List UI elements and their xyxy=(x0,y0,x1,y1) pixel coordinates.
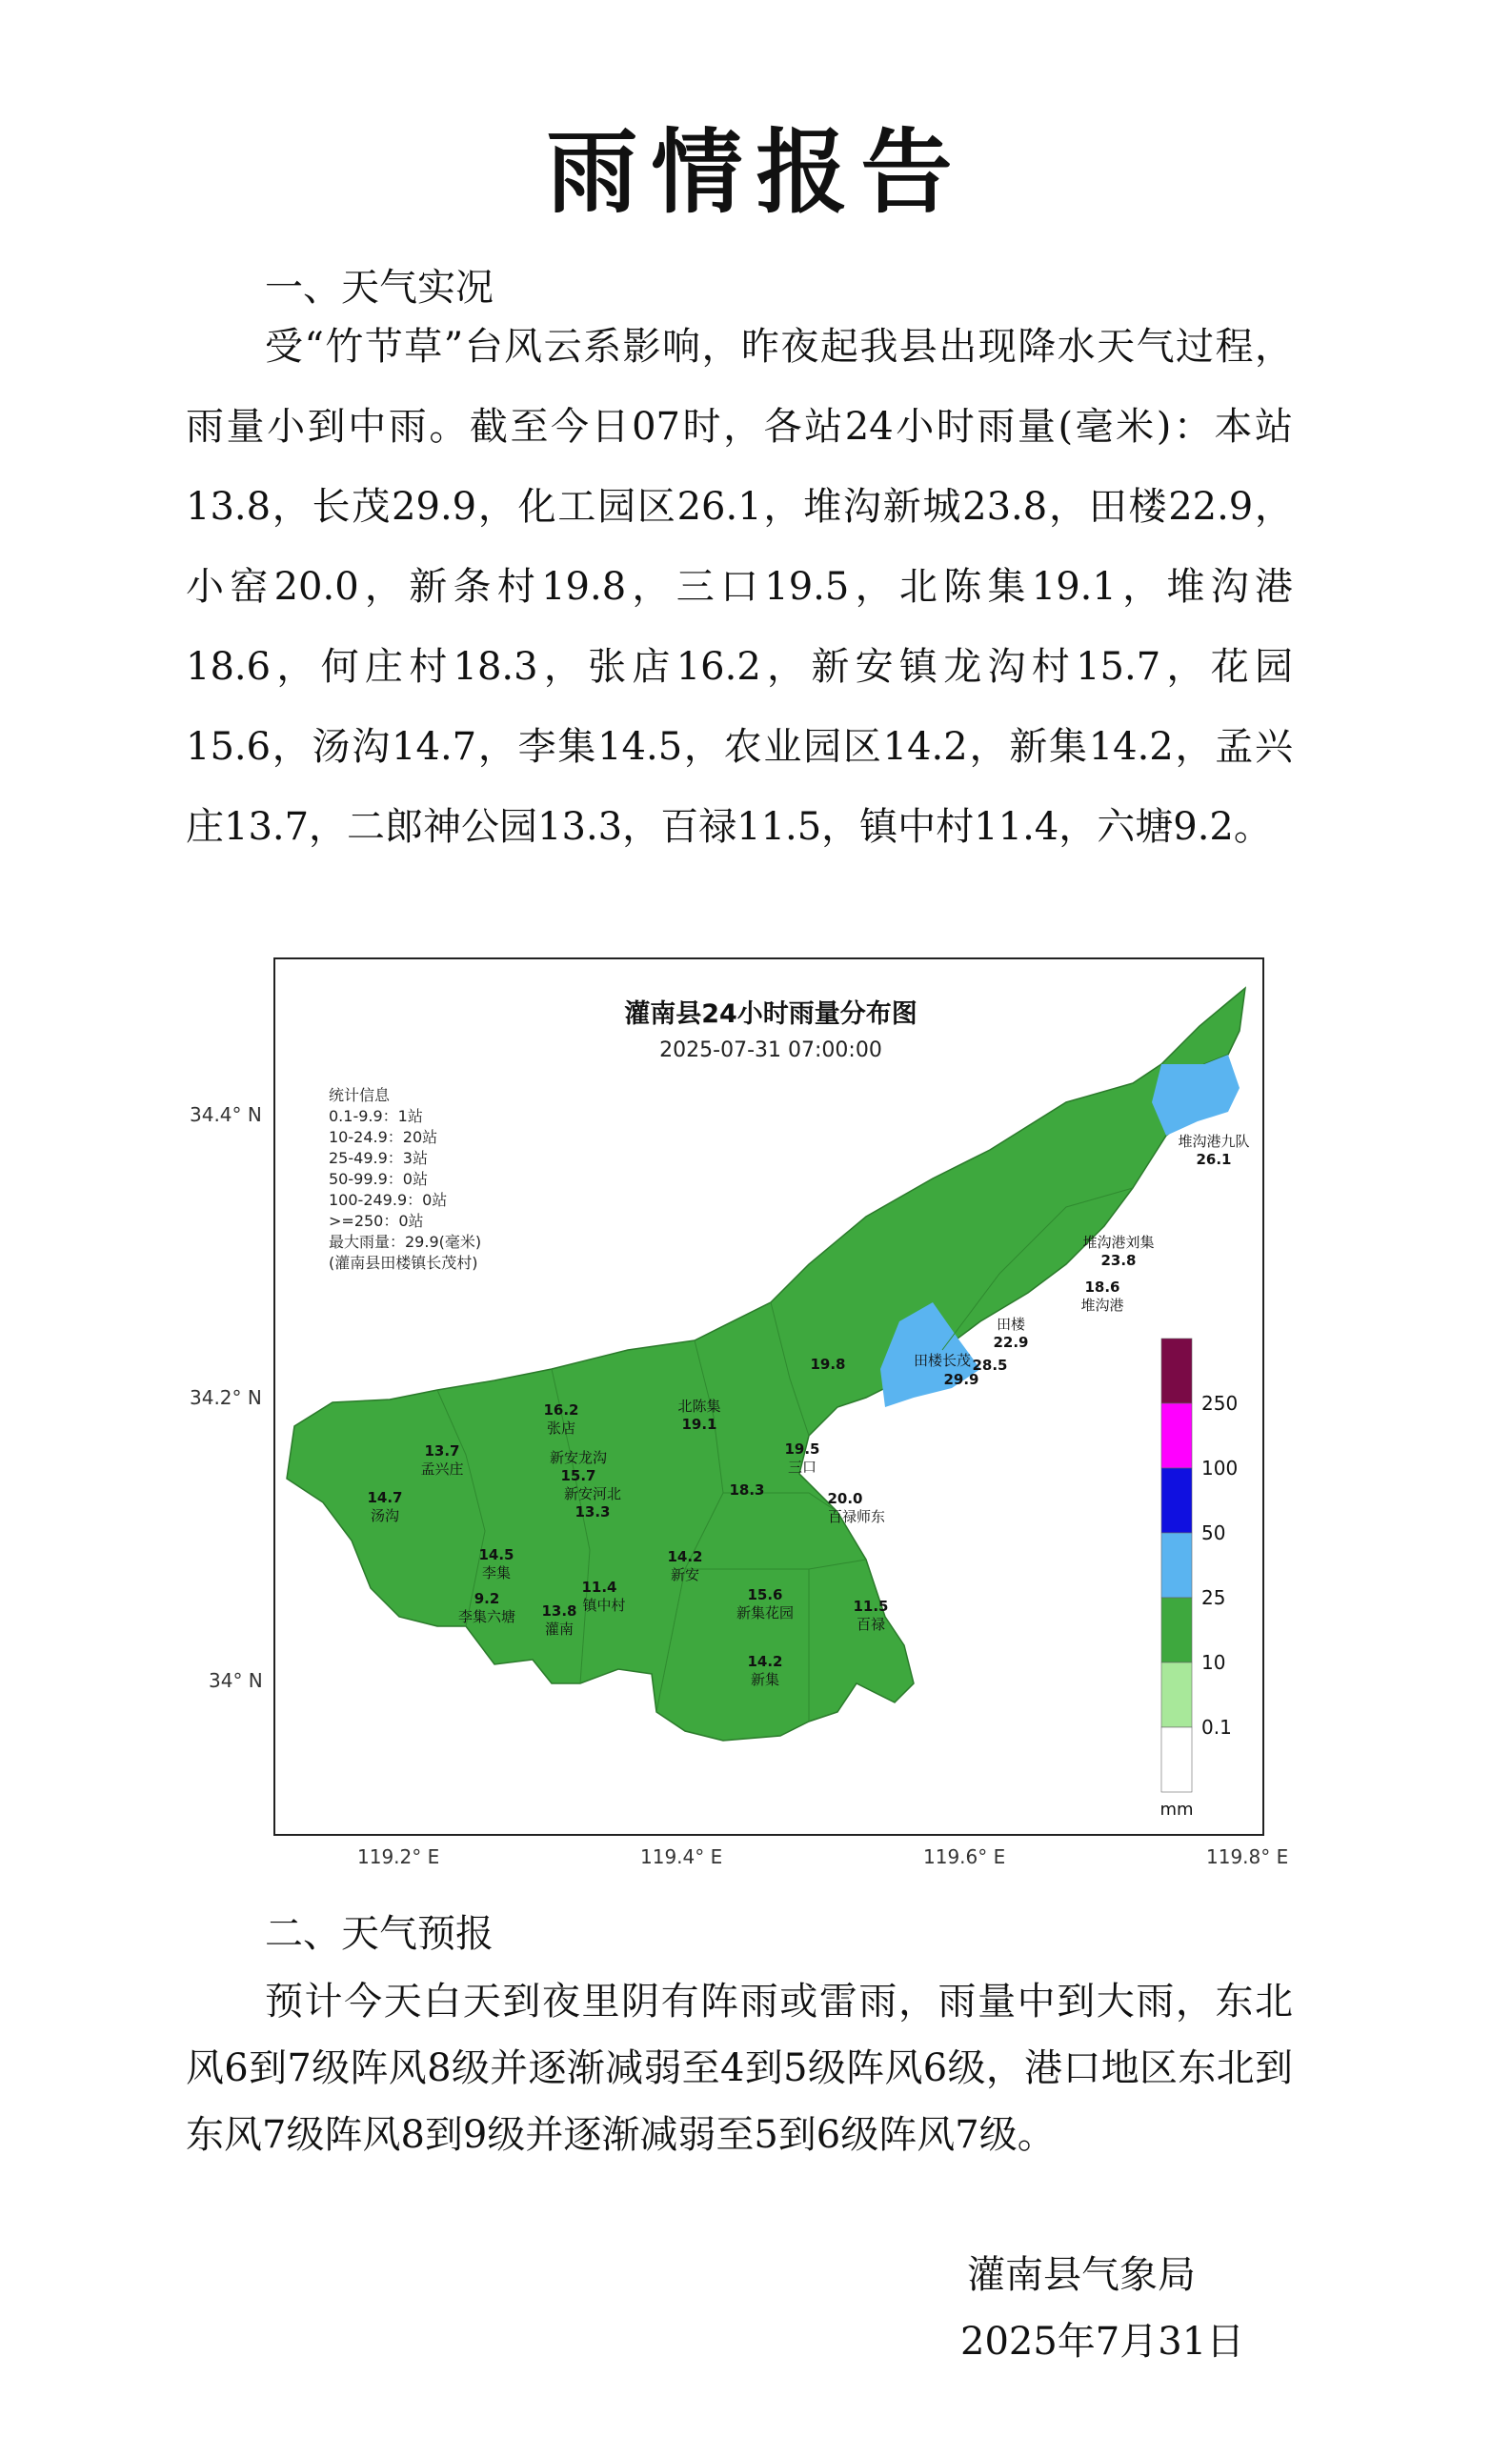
station-name: 张店 xyxy=(546,1420,576,1437)
legend-label: 10 xyxy=(1201,1651,1226,1674)
station-value: 11.5 xyxy=(853,1598,889,1615)
station-name: 堆沟港刘集 xyxy=(1082,1234,1155,1251)
station-name: 镇中村 xyxy=(582,1597,626,1614)
station-value: 15.6 xyxy=(747,1586,783,1603)
station-value: 14.5 xyxy=(478,1546,514,1563)
legend xyxy=(1159,1339,1238,1820)
map-datetime: 2025-07-31 07:00:00 xyxy=(659,1038,882,1062)
stats-line: 25-49.9：3站 xyxy=(329,1149,428,1167)
station-value: 19.5 xyxy=(784,1440,820,1458)
stats-line: 统计信息 xyxy=(329,1086,391,1104)
station-value: 18.6 xyxy=(1084,1279,1120,1296)
station-value: 13.3 xyxy=(575,1503,611,1521)
station-value: 11.4 xyxy=(581,1579,617,1596)
station-name: 汤沟 xyxy=(370,1507,400,1524)
station-value: 20.0 xyxy=(827,1490,863,1507)
station-name: 新安河北 xyxy=(563,1485,622,1502)
station-name: 百禄 xyxy=(856,1616,886,1633)
station-value: 23.8 xyxy=(1100,1252,1137,1269)
section2-body: 预计今天白天到夜里阴有阵雨或雷雨，雨量中到大雨，东北风6到7级阵风8级并逐渐减弱至4到5级阵风6级，港口地区东北到东风7级阵风8到9级并逐渐减弱至5到6级阵风7级。 xyxy=(186,1980,1293,2157)
station-value: 22.9 xyxy=(993,1334,1029,1351)
stats-line: (灌南县田楼镇长茂村) xyxy=(329,1254,478,1272)
station-name: 新集花园 xyxy=(736,1604,795,1621)
station-value: 9.2 xyxy=(474,1590,500,1607)
station-name: 灌南 xyxy=(544,1621,575,1638)
lat-label: 34.2° N xyxy=(190,1386,262,1409)
station-name: 李集六塘 xyxy=(457,1608,516,1625)
section1-heading: 一、天气实况 xyxy=(265,266,494,310)
legend-label: 100 xyxy=(1201,1457,1239,1480)
rainfall-map-svg xyxy=(275,959,1262,1834)
legend-swatch xyxy=(1161,1662,1192,1727)
station-name: 孟兴庄 xyxy=(420,1460,464,1478)
station-name: 新安 xyxy=(670,1566,700,1583)
stats-line: 100-249.9：0站 xyxy=(329,1191,448,1209)
legend-label: 0.1 xyxy=(1201,1716,1232,1739)
legend-swatch xyxy=(1161,1727,1192,1792)
report-title: 雨情报告 xyxy=(546,119,966,226)
station-value: 13.8 xyxy=(541,1602,577,1620)
legend-swatch xyxy=(1161,1598,1192,1662)
station-name: 百禄师东 xyxy=(827,1508,886,1525)
station-value: 14.2 xyxy=(747,1653,783,1670)
signature-date: 2025年7月31日 xyxy=(960,2320,1245,2364)
stats-line: 50-99.9：0站 xyxy=(329,1170,428,1188)
station-name: 三口 xyxy=(787,1459,817,1476)
station-value: 19.8 xyxy=(810,1356,846,1373)
high-rain-patch-northeast xyxy=(1152,1055,1240,1136)
legend-swatch xyxy=(1161,1533,1192,1598)
station-name: 田楼长茂 xyxy=(913,1352,972,1369)
legend-swatch xyxy=(1161,1403,1192,1468)
station-name: 新安龙沟 xyxy=(549,1449,608,1466)
rainfall-map xyxy=(273,957,1264,1836)
legend-unit: mm xyxy=(1159,1800,1194,1820)
station-name: 堆沟港 xyxy=(1080,1297,1124,1314)
stats-line: >=250：0站 xyxy=(329,1212,424,1230)
station-name: 李集 xyxy=(481,1564,512,1581)
lon-label: 119.4° E xyxy=(640,1845,723,1868)
lon-label: 119.8° E xyxy=(1206,1845,1289,1868)
legend-swatch xyxy=(1161,1468,1192,1533)
section2-heading: 二、天气预报 xyxy=(265,1912,494,1956)
lat-label: 34.4° N xyxy=(190,1103,262,1126)
legend-label: 50 xyxy=(1201,1521,1226,1544)
stats-block xyxy=(329,1086,481,1272)
station-value: 13.7 xyxy=(424,1442,460,1460)
legend-label: 250 xyxy=(1201,1392,1239,1415)
station-value: 28.5 xyxy=(972,1357,1008,1374)
station-value: 14.2 xyxy=(667,1548,703,1565)
station-name: 堆沟港九队 xyxy=(1178,1133,1250,1150)
lon-label: 119.6° E xyxy=(923,1845,1006,1868)
section1-body: 受“竹节草”台风云系影响，昨夜起我县出现降水天气过程，雨量小到中雨。截至今日07时，各站24小时雨量(毫米)：本站13.8，长茂29.9，化工园区26.1，堆沟新城23.8，田楼22.9，小窑20.0，新条村19.8，三口19.5，北陈集19.1，堆沟港18.6，何庄村18.3，张店16.2，新安镇龙沟村15.7，花园15.6，汤沟14.7，李集14.5，农业园区14.2，新集14.2，孟兴庄13.7，二郎神公园13.3，百禄11.5，镇中村11.4，六塘9.2。 xyxy=(186,325,1293,849)
stats-line: 0.1-9.9：1站 xyxy=(329,1107,423,1125)
stats-line: 最大雨量：29.9(毫米) xyxy=(329,1233,482,1251)
station-name: 新集 xyxy=(750,1671,780,1688)
signature-org: 灌南县气象局 xyxy=(967,2253,1196,2297)
station-value: 26.1 xyxy=(1196,1151,1232,1168)
station-value: 15.7 xyxy=(560,1467,596,1484)
county-land xyxy=(287,988,1245,1741)
map-title: 灌南县24小时雨量分布图 xyxy=(624,999,917,1029)
station-value: 16.2 xyxy=(543,1401,579,1419)
station-value: 18.3 xyxy=(729,1481,765,1499)
station-value: 14.7 xyxy=(367,1489,403,1506)
legend-swatch xyxy=(1161,1339,1192,1403)
stats-line: 10-24.9：20站 xyxy=(329,1128,438,1146)
station-name: 田楼 xyxy=(996,1316,1026,1333)
lon-label: 119.2° E xyxy=(357,1845,440,1868)
station-value: 19.1 xyxy=(681,1416,717,1433)
legend-label: 25 xyxy=(1201,1586,1226,1609)
lat-label: 34° N xyxy=(209,1669,263,1692)
station-name: 北陈集 xyxy=(677,1398,721,1415)
station-value: 29.9 xyxy=(943,1371,979,1388)
